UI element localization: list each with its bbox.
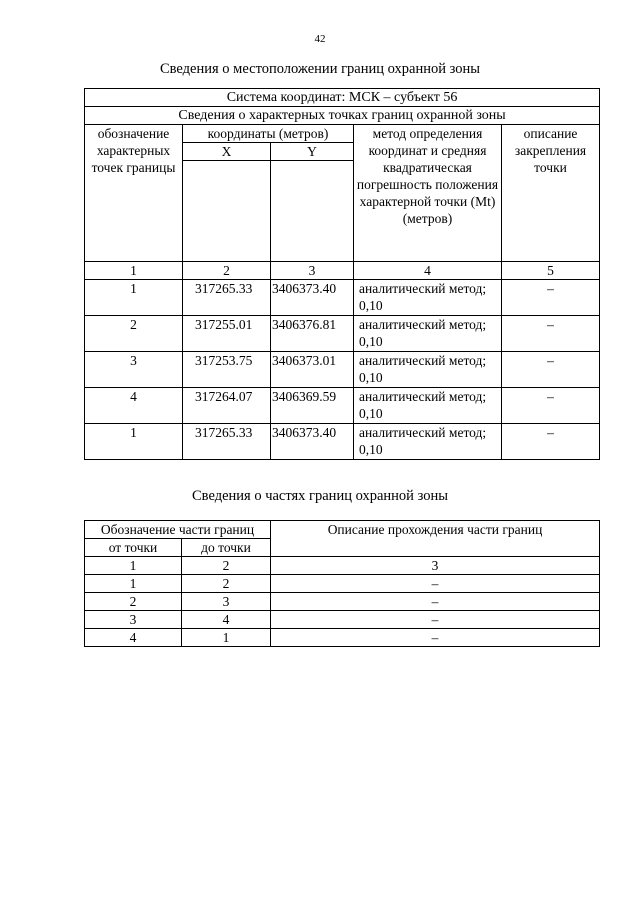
point-cell: 1	[85, 424, 183, 460]
method-cell: аналитический метод; 0,10	[354, 424, 502, 460]
part-designation-header: Обозначение части границ	[85, 521, 271, 539]
col-number: 5	[502, 262, 600, 280]
y-cell: 3406376.81	[271, 316, 354, 352]
x-cell: 317264.07	[183, 388, 271, 424]
x-cell: 317253.75	[183, 352, 271, 388]
table-row	[85, 280, 600, 316]
col-number: 1	[85, 557, 182, 575]
col-number: 1	[85, 262, 183, 280]
desc-cell: –	[502, 316, 600, 352]
description-header: описание закрепления точки	[502, 125, 600, 262]
to-cell: 1	[182, 629, 271, 647]
table-row	[85, 388, 600, 424]
coord-system-header: Система координат: МСК – субъект 56	[85, 89, 600, 107]
table-row	[85, 575, 600, 593]
table-row	[85, 424, 600, 460]
part-desc-cell: –	[271, 593, 600, 611]
col-number: 2	[183, 262, 271, 280]
point-cell: 1	[85, 280, 183, 316]
x-cell: 317255.01	[183, 316, 271, 352]
table-row	[85, 611, 600, 629]
coords-header: координаты (метров)	[183, 125, 354, 143]
from-cell: 2	[85, 593, 182, 611]
desc-cell: –	[502, 280, 600, 316]
x-header: X	[183, 143, 271, 161]
y-cell: 3406373.40	[271, 280, 354, 316]
part-desc-cell: –	[271, 629, 600, 647]
method-cell: аналитический метод; 0,10	[354, 316, 502, 352]
desc-cell: –	[502, 424, 600, 460]
table-row	[85, 352, 600, 388]
method-header: метод определения координат и средняя квадратическая погрешность положения характерной точки (Mt) (метров)	[354, 125, 502, 262]
method-cell: аналитический метод; 0,10	[354, 388, 502, 424]
point-cell: 4	[85, 388, 183, 424]
to-cell: 2	[182, 575, 271, 593]
part-description-header: Описание прохождения части границ	[271, 521, 600, 557]
boundary-parts-table	[84, 520, 600, 647]
y-header: Y	[271, 143, 354, 161]
point-designation-header: обозначение характерных точек границы	[85, 125, 183, 262]
method-cell: аналитический метод; 0,10	[354, 352, 502, 388]
page-number: 42	[314, 33, 326, 45]
point-cell: 2	[85, 316, 183, 352]
col-number: 4	[354, 262, 502, 280]
to-cell: 4	[182, 611, 271, 629]
desc-cell: –	[502, 388, 600, 424]
point-cell: 3	[85, 352, 183, 388]
from-cell: 1	[85, 575, 182, 593]
part-desc-cell: –	[271, 575, 600, 593]
x-cell: 317265.33	[183, 424, 271, 460]
col-number: 3	[271, 262, 354, 280]
table-row	[85, 629, 600, 647]
col-number: 3	[271, 557, 600, 575]
y-cell: 3406373.01	[271, 352, 354, 388]
table-row	[85, 316, 600, 352]
section2-title: Сведения о частях границ охранной зоны	[192, 488, 448, 504]
points-subtitle: Сведения о характерных точках границ охранной зоны	[85, 107, 600, 125]
from-point-header: от точки	[85, 539, 182, 557]
from-cell: 4	[85, 629, 182, 647]
section1-title: Сведения о местоположении границ охранной зоны	[159, 61, 480, 77]
table-row	[85, 593, 600, 611]
from-cell: 3	[85, 611, 182, 629]
to-cell: 3	[182, 593, 271, 611]
x-cell: 317265.33	[183, 280, 271, 316]
y-cell: 3406369.59	[271, 388, 354, 424]
y-cell: 3406373.40	[271, 424, 354, 460]
col-number: 2	[182, 557, 271, 575]
part-desc-cell: –	[271, 611, 600, 629]
method-cell: аналитический метод; 0,10	[354, 280, 502, 316]
to-point-header: до точки	[182, 539, 271, 557]
characteristic-points-table	[84, 88, 600, 460]
desc-cell: –	[502, 352, 600, 388]
